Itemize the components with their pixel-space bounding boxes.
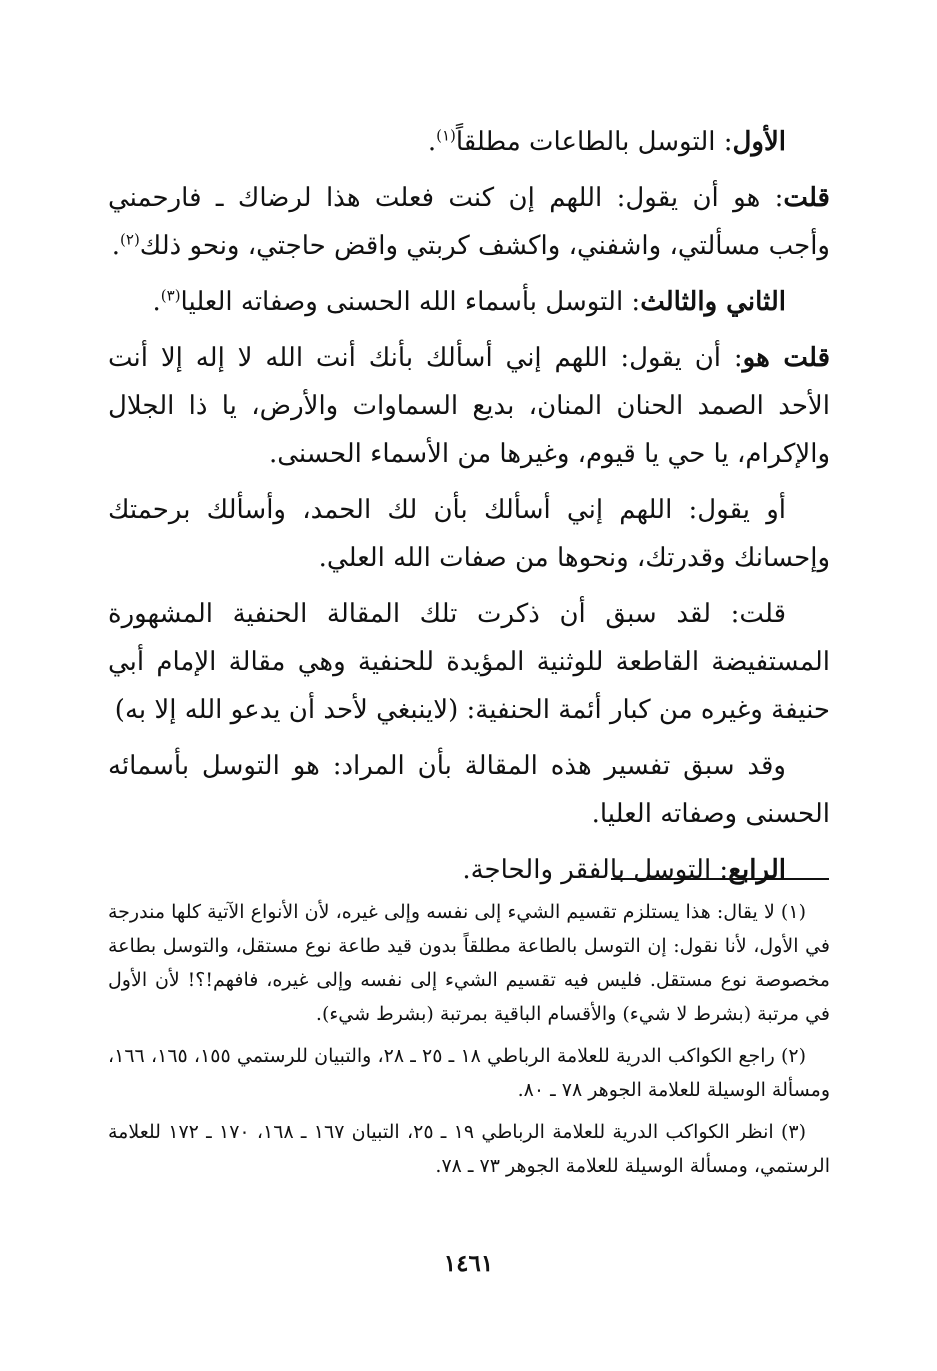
footnote-3: (٣) انظر الكواكب الدرية للعلامة الرباطي ١٩ ـ ٢٥، التبيان ١٦٧ ـ ١٦٨، ١٧٠ ـ ١٧٢ للعلامة الرستمي، ومسألة الوسيلة للعلامة الجوهر ٧٣ ـ ٧٨. xyxy=(108,1121,830,1177)
footnote-2: (٢) راجع الكواكب الدرية للعلامة الرباطي ١٨ ـ ٢٥ ـ ٢٨، والتبيان للرستمي ١٥٥، ١٦٥، ١٦٦، ومسألة الوسيلة للعلامة الجوهر ٧٨ ـ ٨٠. xyxy=(108,1045,830,1101)
paragraph-attributes-example xyxy=(108,486,830,582)
paragraph-fourth-type xyxy=(108,846,830,894)
paragraph-text: : التوسل بأسماء الله الحسنى وصفاته العليا xyxy=(180,287,641,317)
paragraph-tail: . xyxy=(427,127,437,157)
lead-word: قلت xyxy=(783,183,830,213)
lead-word: الأول xyxy=(732,127,786,157)
paragraph-second-third-type xyxy=(108,278,830,326)
paragraph-hanafi-saying xyxy=(108,590,830,734)
lead-word: الرابع xyxy=(728,855,786,885)
lead-word: الثاني والثالث xyxy=(640,287,786,317)
footnote-marker: (٢) xyxy=(120,230,140,249)
footnote-marker: (٣) xyxy=(160,286,181,305)
page-number: ١٤٦١ xyxy=(443,1250,494,1277)
footnote-1: (١) لا يقال: هذا يستلزم تقسيم الشيء إلى نفسه وإلى غيره، لأن الأنواع الآتية كلها مندرجة في الأول، لأنا نقول: إن التوسل بالطاعة مطلقاً بدون قيد طاعة نوع مستقل، والتوسل بطاعة مخصوصة نوع مستقل. فليس فيه تقسيم الشيء إلى نفسه وإلى غيره، فافهم!؟! لأن الأول في مرتبة (بشرط لا شيء) والأقسام الباقية بمرتبة (بشرط شيء). xyxy=(108,901,830,1025)
paragraph-text: : هو أن يقول: اللهم إن كنت فعلت هذا لرضاك ـ فارحمني وأجب مسألتي، واشفني، واكشف كربتي واقض حاجتي، ونحو ذلك xyxy=(108,183,830,261)
main-text xyxy=(108,118,830,902)
paragraph-text: : التوسل بالطاعات مطلقاً xyxy=(455,127,733,157)
paragraph-first-explanation xyxy=(108,174,830,270)
paragraph-text: قلت: لقد سبق أن ذكرت تلك المقالة الحنفية المشهورة المستفيضة القاطعة للوثنية المؤيدة للحنفية وهي مقالة الإمام أبي حنيفة وغيره من كبار أئمة الحنفية: (لاينبغي لأحد أن يدعو الله إلا به) xyxy=(108,599,830,725)
footnotes xyxy=(108,895,830,1191)
paragraph-text: : أن يقول: اللهم إني أسألك بأنك أنت الله لا إله إلا أنت الأحد الصمد الحنان المنان، بديع السماوات والأرض، يا ذا الجلال والإكرام، يا حي يا قيوم، وغيرها من الأسماء الحسنى. xyxy=(108,343,830,469)
paragraph-names-explanation xyxy=(108,334,830,478)
paragraph-saying-explanation xyxy=(108,742,830,838)
paragraph-first-type xyxy=(108,118,830,166)
footnote-divider xyxy=(611,878,829,880)
paragraph-text: : التوسل بالفقر والحاجة. xyxy=(462,855,729,885)
paragraph-tail: . xyxy=(111,231,121,261)
paragraph-text: وقد سبق تفسير هذه المقالة بأن المراد: هو التوسل بأسمائه الحسنى وصفاته العليا. xyxy=(108,751,830,829)
paragraph-tail: . xyxy=(152,287,161,317)
footnote-marker: (١) xyxy=(436,126,456,145)
lead-word: قلت هو xyxy=(742,343,831,373)
paragraph-text: أو يقول: اللهم إني أسألك بأن لك الحمد، وأسألك برحمتك وإحسانك وقدرتك، ونحوها من صفات الله العلي. xyxy=(108,495,830,573)
